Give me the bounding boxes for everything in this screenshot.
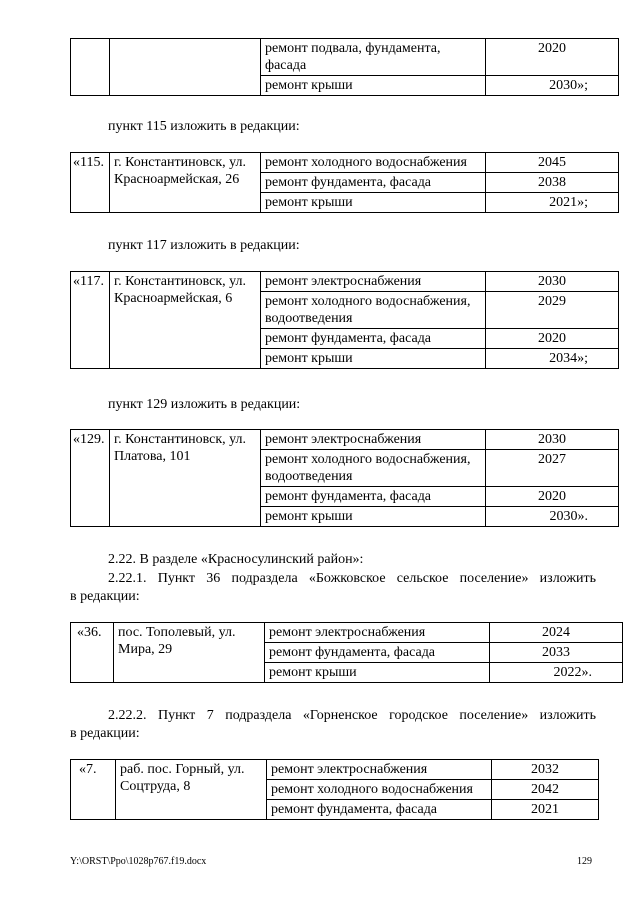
cell-work: ремонт фундамента, фасада xyxy=(265,643,490,663)
cell-year: 2030 xyxy=(486,430,619,450)
cell-num: «36. xyxy=(71,623,114,683)
instruction-p115: пункт 115 изложить в редакции: xyxy=(108,119,300,134)
cell-address: раб. пос. Горный, ул. Соцтруда, 8 xyxy=(116,760,267,820)
cell-work: ремонт подвала, фундамента, фасада xyxy=(261,39,486,76)
section-2-22-2-line1: 2.22.2. Пункт 7 подраздела «Горненское городское поселение» изложить xyxy=(108,708,596,723)
cell-num: «129. xyxy=(71,430,110,527)
cell-work: ремонт крыши xyxy=(261,76,486,96)
cell-num: «117. xyxy=(71,272,110,369)
cell-year: 2020 xyxy=(486,329,619,349)
cell-year: 2042 xyxy=(492,780,599,800)
cell-work: ремонт холодного водоснабжения xyxy=(261,153,486,173)
table-p36 xyxy=(70,622,623,683)
cell-work: ремонт крыши xyxy=(265,663,490,683)
cell-address: пос. Тополевый, ул. Мира, 29 xyxy=(114,623,265,683)
cell-work: ремонт крыши xyxy=(261,349,486,369)
cell-address: г. Константиновск, ул. Платова, 101 xyxy=(110,430,261,527)
section-2-22-2-line2: в редакции: xyxy=(70,726,140,741)
cell-year: 2029 xyxy=(486,292,619,329)
cell-year: 2030»; xyxy=(486,76,619,96)
table-continuation xyxy=(70,38,619,96)
section-2-22-1-line1: 2.22.1. Пункт 36 подраздела «Божковское сельское поселение» изложить xyxy=(108,571,596,586)
cell-work: ремонт фундамента, фасада xyxy=(267,800,492,820)
cell-work: ремонт электроснабжения xyxy=(267,760,492,780)
cell-work: ремонт холодного водоснабжения xyxy=(267,780,492,800)
cell-work: ремонт холодного водоснабжения, водоотведения xyxy=(261,450,486,487)
table-p7 xyxy=(70,759,599,820)
instruction-p129: пункт 129 изложить в редакции: xyxy=(108,397,301,412)
cell-year: 2033 xyxy=(490,643,623,663)
cell-address: г. Константиновск, ул. Красноармейская, 6 xyxy=(110,272,261,369)
footer-page-number: 129 xyxy=(577,856,592,867)
cell-num: «7. xyxy=(71,760,116,820)
table-p115 xyxy=(70,152,619,213)
cell-year: 2022». xyxy=(490,663,623,683)
cell-work: ремонт электроснабжения xyxy=(265,623,490,643)
cell-address xyxy=(110,39,261,96)
cell-year: 2038 xyxy=(486,173,619,193)
cell-work: ремонт крыши xyxy=(261,193,486,213)
cell-year: 2024 xyxy=(490,623,623,643)
cell-num xyxy=(71,39,110,96)
cell-work: ремонт электроснабжения xyxy=(261,430,486,450)
instruction-p117: пункт 117 изложить в редакции: xyxy=(108,238,300,253)
table-p129 xyxy=(70,429,619,527)
section-2-22: 2.22. В разделе «Красносулинский район»: xyxy=(108,552,364,567)
cell-year: 2021»; xyxy=(486,193,619,213)
cell-year: 2045 xyxy=(486,153,619,173)
section-2-22-1-line2: в редакции: xyxy=(70,589,140,604)
table-p117 xyxy=(70,271,619,369)
cell-address: г. Константиновск, ул. Красноармейская, 26 xyxy=(110,153,261,213)
cell-work: ремонт фундамента, фасада xyxy=(261,329,486,349)
footer-file-path: Y:\ORST\Ppo\1028p767.f19.docx xyxy=(70,856,207,867)
cell-year: 2020 xyxy=(486,39,619,76)
cell-year: 2030». xyxy=(486,507,619,527)
cell-work: ремонт холодного водоснабжения, водоотведения xyxy=(261,292,486,329)
cell-work: ремонт фундамента, фасада xyxy=(261,487,486,507)
cell-year: 2030 xyxy=(486,272,619,292)
cell-work: ремонт крыши xyxy=(261,507,486,527)
cell-year: 2027 xyxy=(486,450,619,487)
cell-year: 2034»; xyxy=(486,349,619,369)
cell-work: ремонт фундамента, фасада xyxy=(261,173,486,193)
cell-year: 2021 xyxy=(492,800,599,820)
cell-num: «115. xyxy=(71,153,110,213)
cell-year: 2020 xyxy=(486,487,619,507)
cell-work: ремонт электроснабжения xyxy=(261,272,486,292)
cell-year: 2032 xyxy=(492,760,599,780)
